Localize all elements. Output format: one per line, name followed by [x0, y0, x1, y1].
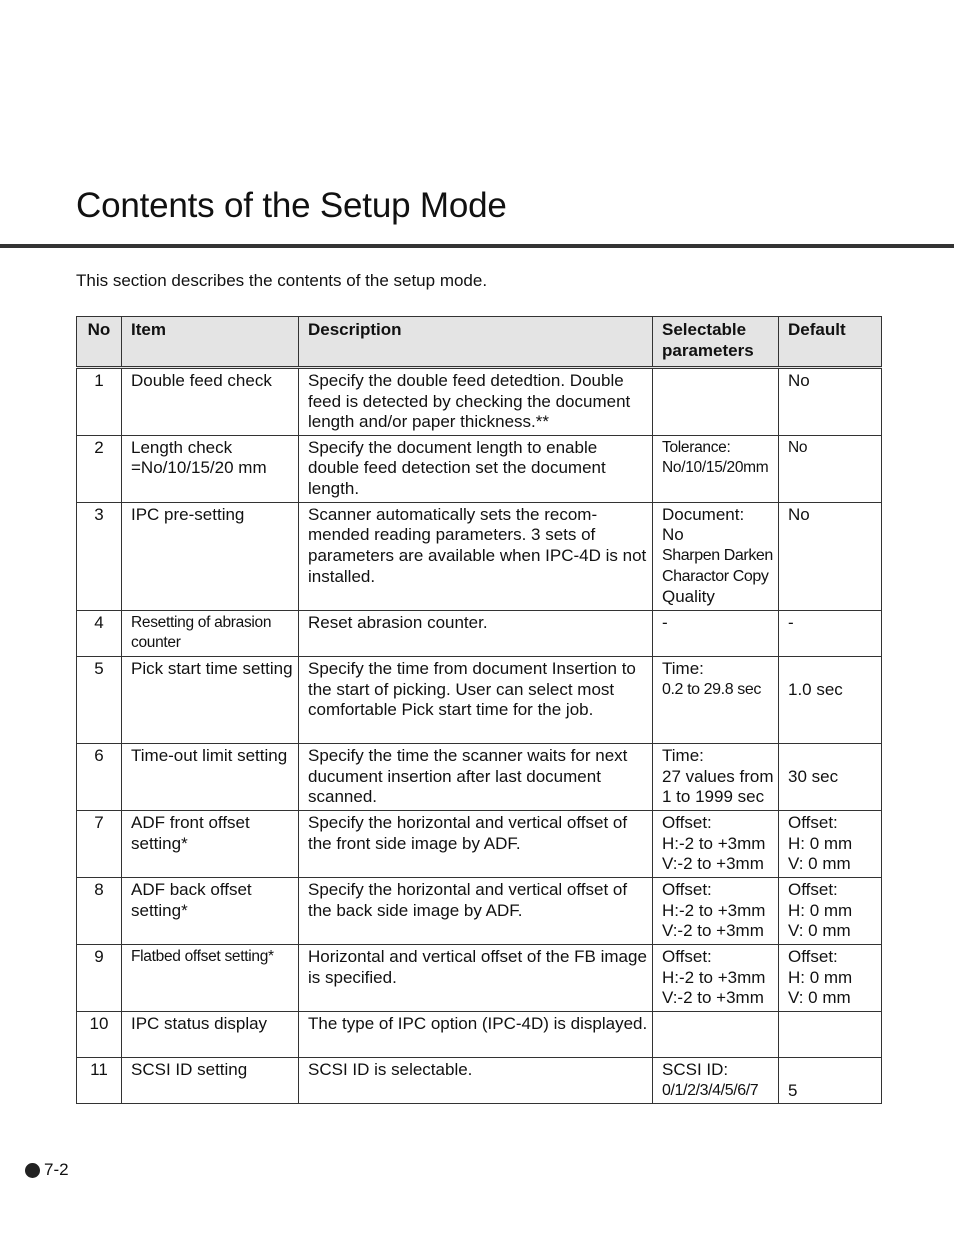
default-line	[788, 746, 877, 767]
parameter-line: H:-2 to +3mm	[662, 967, 766, 987]
bullet-icon	[25, 1163, 40, 1178]
row-description: SCSI ID is selectable.	[299, 1057, 653, 1103]
default-line: V: 0 mm	[788, 988, 851, 1008]
row-default	[779, 1057, 882, 1103]
parameter-line: H:-2 to +3mm	[662, 833, 766, 853]
default-line: 30 sec	[788, 766, 839, 786]
parameter-line: Offset:	[662, 946, 712, 966]
row-number: 7	[77, 810, 122, 877]
parameter-line: Tolerance:	[662, 438, 731, 456]
header-selectable-parameters	[653, 317, 779, 368]
table-row	[77, 368, 882, 436]
row-selectable-parameters	[653, 610, 779, 656]
default-line: Offset:	[788, 812, 838, 832]
row-description: Scanner automatically sets the recom-mended reading parameters. 3 sets of parameters are available when IPC-4D is not installed.	[299, 502, 653, 610]
row-description: The type of IPC option (IPC-4D) is displayed.	[299, 1011, 653, 1057]
row-default	[779, 877, 882, 944]
default-line: H: 0 mm	[788, 967, 853, 987]
table-row	[77, 502, 882, 610]
row-item: ADF back offset setting*	[122, 877, 299, 944]
default-line: 5	[788, 1080, 798, 1100]
parameter-line: No/10/15/20mm	[662, 459, 769, 477]
parameter-line: Offset:	[662, 879, 712, 899]
row-number: 8	[77, 877, 122, 944]
setup-mode-table	[76, 316, 882, 1104]
header-description: Description	[299, 317, 653, 368]
table-body	[77, 368, 882, 1104]
parameter-line: V:-2 to +3mm	[662, 854, 764, 874]
row-number: 3	[77, 502, 122, 610]
row-selectable-parameters	[653, 368, 779, 436]
row-number: 1	[77, 368, 122, 436]
default-line: No	[788, 504, 810, 524]
row-selectable-parameters	[653, 1011, 779, 1057]
parameter-line: Offset:	[662, 812, 712, 832]
default-line: H: 0 mm	[788, 833, 853, 853]
row-default	[779, 1011, 882, 1057]
parameter-line: Quality	[662, 587, 715, 607]
row-item: Time-out limit setting	[122, 743, 299, 810]
default-line: No	[788, 371, 810, 390]
row-selectable-parameters	[653, 435, 779, 502]
row-default	[779, 810, 882, 877]
row-number: 11	[77, 1057, 122, 1103]
table-header-row	[77, 317, 882, 368]
default-line: -	[788, 612, 794, 632]
row-default	[779, 502, 882, 610]
row-number: 2	[77, 435, 122, 502]
table-row	[77, 1057, 882, 1103]
parameter-line: H:-2 to +3mm	[662, 900, 766, 920]
parameter-line: Time:	[662, 745, 704, 765]
default-line: 1.0 sec	[788, 679, 843, 699]
table-row	[77, 435, 882, 502]
row-item: IPC pre-setting	[122, 502, 299, 610]
row-description: Specify the document length to enable double feed detection set the document length.	[299, 435, 653, 502]
default-line: Offset:	[788, 946, 838, 966]
table-row	[77, 877, 882, 944]
page-number: 7-2	[44, 1160, 69, 1179]
row-description: Reset abrasion counter.	[299, 610, 653, 656]
row-selectable-parameters	[653, 1057, 779, 1103]
default-line: V: 0 mm	[788, 854, 851, 874]
table-row	[77, 610, 882, 656]
row-description: Specify the horizontal and vertical offset of the back side image by ADF.	[299, 877, 653, 944]
default-line: H: 0 mm	[788, 900, 853, 920]
default-line	[788, 659, 877, 680]
parameter-line: 27 values from	[662, 766, 774, 786]
row-description: Specify the horizontal and vertical offset of the front side image by ADF.	[299, 810, 653, 877]
row-description: Specify the time from document Insertion to the start of picking. User can select most comfortable Pick start time for the job.	[299, 656, 653, 743]
header-params-line: Selectable	[662, 320, 747, 339]
row-number: 4	[77, 610, 122, 656]
row-item: Double feed check	[122, 368, 299, 436]
header-params-line: parameters	[662, 340, 754, 360]
parameter-line: V:-2 to +3mm	[662, 921, 764, 941]
row-default	[779, 944, 882, 1011]
row-default	[779, 656, 882, 743]
default-line: Offset:	[788, 879, 838, 899]
page-title: Contents of the Setup Mode	[76, 186, 507, 225]
page-footer	[25, 1160, 69, 1180]
table-row	[77, 1011, 882, 1057]
row-selectable-parameters	[653, 877, 779, 944]
row-default	[779, 435, 882, 502]
row-item: Resetting of abrasion counter	[122, 610, 299, 656]
row-item: IPC status display	[122, 1011, 299, 1057]
row-description: Specify the time the scanner waits for next ducument insertion after last document scanned.	[299, 743, 653, 810]
table-row	[77, 656, 882, 743]
default-line: No	[788, 438, 808, 456]
default-line	[788, 1060, 877, 1081]
row-selectable-parameters	[653, 810, 779, 877]
parameter-line: Time:	[662, 658, 704, 678]
row-description: Horizontal and vertical offset of the FB image is specified.	[299, 944, 653, 1011]
row-item: Length check =No/10/15/20 mm	[122, 435, 299, 502]
row-number: 5	[77, 656, 122, 743]
parameter-line: 0/1/2/3/4/5/6/7	[662, 1081, 759, 1099]
row-description: Specify the double feed detedtion. Double feed is detected by checking the document length and/or paper thickness.**	[299, 368, 653, 436]
parameter-line: Charactor Copy	[662, 567, 769, 585]
parameter-line: 0.2 to 29.8 sec	[662, 680, 761, 698]
row-selectable-parameters	[653, 944, 779, 1011]
parameter-line: Sharpen Darken	[662, 546, 773, 564]
row-selectable-parameters	[653, 656, 779, 743]
row-default	[779, 368, 882, 436]
row-selectable-parameters	[653, 502, 779, 610]
row-selectable-parameters	[653, 743, 779, 810]
table-row	[77, 743, 882, 810]
parameter-line: SCSI ID:	[662, 1059, 729, 1079]
table-row	[77, 944, 882, 1011]
row-number: 10	[77, 1011, 122, 1057]
parameter-line: 1 to 1999 sec	[662, 787, 765, 807]
intro-text: This section describes the contents of the setup mode.	[76, 271, 488, 290]
row-item: Pick start time setting	[122, 656, 299, 743]
header-default: Default	[779, 317, 882, 368]
row-item: Flatbed offset setting*	[122, 944, 299, 1011]
parameter-line: V:-2 to +3mm	[662, 988, 764, 1008]
default-line: V: 0 mm	[788, 921, 851, 941]
table-row	[77, 810, 882, 877]
header-item: Item	[122, 317, 299, 368]
row-number: 6	[77, 743, 122, 810]
parameter-line: Document:	[662, 504, 745, 524]
row-number: 9	[77, 944, 122, 1011]
title-divider	[0, 244, 954, 248]
header-no: No	[77, 317, 122, 368]
parameter-line: -	[662, 612, 668, 632]
parameter-line: No	[662, 525, 684, 545]
row-item: ADF front offset setting*	[122, 810, 299, 877]
row-default	[779, 610, 882, 656]
row-item: SCSI ID setting	[122, 1057, 299, 1103]
row-default	[779, 743, 882, 810]
